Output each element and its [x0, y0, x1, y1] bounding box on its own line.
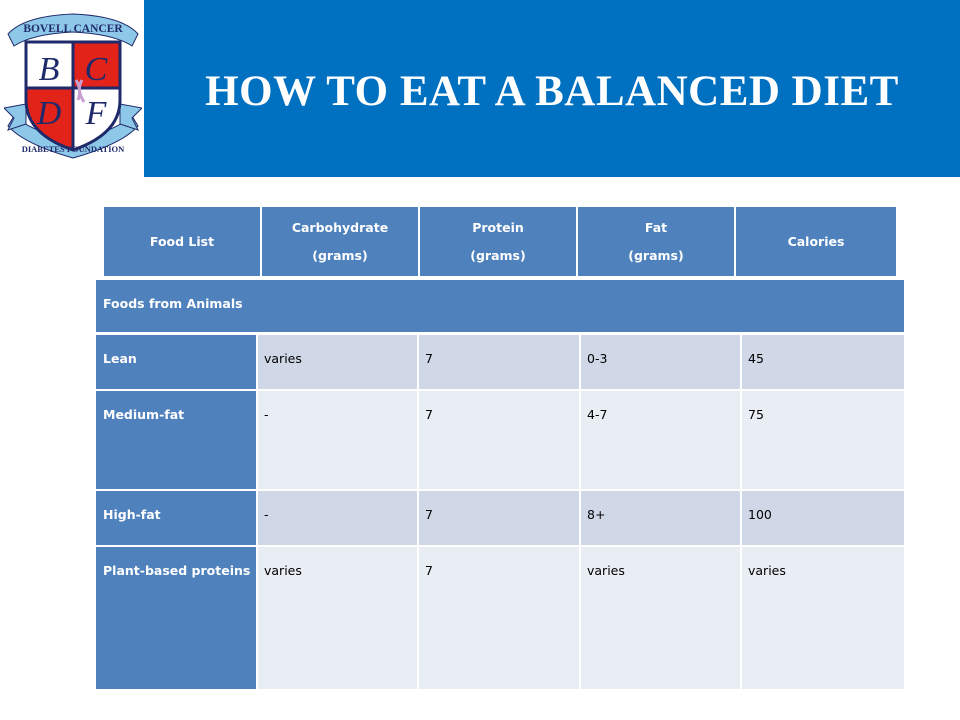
header-unit: (grams) [628, 247, 684, 263]
header-label: Carbohydrate [291, 219, 389, 235]
cell-carbohydrate: - [258, 491, 419, 545]
cell-carbohydrate: varies [258, 547, 419, 689]
cell-calories: 75 [742, 391, 904, 489]
section-header-foods-from-animals: Foods from Animals [96, 280, 904, 335]
header-label: Fat [644, 219, 668, 235]
header-unit: (grams) [312, 247, 368, 263]
table-header-row [104, 207, 896, 276]
foundation-logo [4, 8, 142, 170]
header-carbohydrate [262, 207, 420, 276]
cell-protein: 7 [419, 547, 581, 689]
header-fat [578, 207, 736, 276]
logo-bottom-text: DIABETES FOUNDATION [21, 144, 125, 154]
slide-title: HOW TO EAT A BALANCED DIET [205, 68, 899, 115]
table-row [96, 547, 904, 689]
header-label: Food List [149, 233, 215, 249]
logo-letter-f: F [85, 95, 107, 132]
cell-carbohydrate: varies [258, 335, 419, 389]
cell-fat: 4-7 [581, 391, 742, 489]
cell-protein: 7 [419, 335, 581, 389]
logo-top-text: BOVELL CANCER [23, 23, 123, 35]
row-label: Medium-fat [96, 391, 258, 489]
header-food-list [104, 207, 262, 276]
row-label: Plant-based proteins [96, 547, 258, 689]
food-table [96, 280, 904, 689]
cell-protein: 7 [419, 491, 581, 545]
header-calories [736, 207, 896, 276]
row-label: Lean [96, 335, 258, 389]
table-row [96, 335, 904, 391]
table-row [96, 391, 904, 491]
shield-logo-icon [4, 8, 142, 170]
logo-letter-c: C [84, 51, 108, 88]
header-label: Protein [472, 219, 524, 235]
cell-calories: 100 [742, 491, 904, 545]
table-row [96, 491, 904, 547]
cell-calories: varies [742, 547, 904, 689]
header-protein [420, 207, 578, 276]
cell-fat: 8+ [581, 491, 742, 545]
logo-letter-d: D [36, 95, 62, 132]
cell-calories: 45 [742, 335, 904, 389]
logo-letter-b: B [38, 51, 60, 88]
cell-fat: 0-3 [581, 335, 742, 389]
header-label: Calories [787, 233, 845, 249]
cell-protein: 7 [419, 391, 581, 489]
cell-fat: varies [581, 547, 742, 689]
header-unit: (grams) [470, 247, 526, 263]
cell-carbohydrate: - [258, 391, 419, 489]
row-label: High-fat [96, 491, 258, 545]
